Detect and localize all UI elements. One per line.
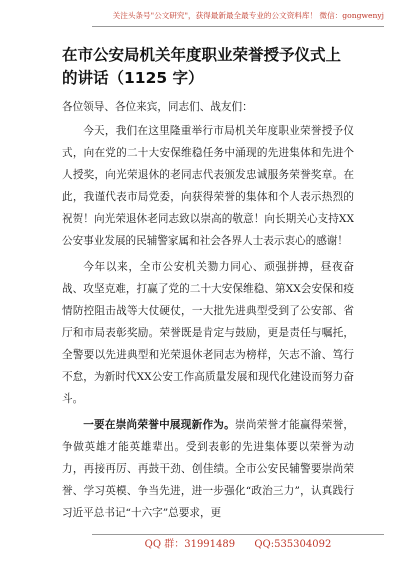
- document-title: 在市公安局机关年度职业荣誉授予仪式上的讲话（1125 字）: [62, 46, 342, 87]
- salutation: 各位领导、各位来宾，同志们、战友们：: [62, 101, 253, 113]
- document-body: [62, 96, 354, 528]
- section-heading: 一要在崇尚荣誉中展现新作为。: [83, 419, 235, 431]
- paragraph: 今天，我们在这里隆重举行市局机关年度职业荣誉授予仪式，向在党的二十大安保维稳任务中涌现的先进集体和先进个人授奖，向光荣退休的老同志代表颁发忠诚服务荣誉奖章。在此，我谨代表市局党委，向获得荣誉的集体和个人表示热烈的祝贺！向光荣退休老同志致以崇高的敬意！向长期关心支持XX公安事业发展的民辅警家属和社会各界人士表示衷心的感谢！: [62, 125, 354, 247]
- footer: [92, 534, 384, 555]
- section-paragraph: [62, 414, 354, 524]
- footer-qq: QQ:535304092: [254, 539, 332, 550]
- header-banner: 关注头条号"公文研究"，获得最新最全最专业的公文资料库！ 微信：gongwenyj: [92, 6, 384, 27]
- footer-qq-group: QQ 群：31991489: [144, 539, 236, 550]
- paragraph: 今年以来，全市公安机关勠力同心、顽强拼搏，昼夜奋战、攻坚克难，打赢了党的二十大安保维稳、第XX会安保和疫情防控阻击战等大仗硬仗，一大批先进典型受到了公安部、省厅和市局表彰奖励。荣誉既是肯定与鼓励，更是责任与嘱托，全警要以先进典型和光荣退休老同志为榜样，矢志不渝、笃行不怠，为新时代XX公安工作高质量发展和现代化建设而努力奋斗。: [62, 261, 354, 405]
- section-body: 崇尚荣誉才能赢得荣誉，争做英雄才能英雄辈出。受到表彰的先进集体要以荣誉为动力，再接再厉、再鼓干劲、创佳绩。全市公安民辅警要崇尚荣誉、学习英模、争当先进，进一步强化“政治三力”，认真践行习近平总书记“十六字”总要求，更: [62, 419, 355, 519]
